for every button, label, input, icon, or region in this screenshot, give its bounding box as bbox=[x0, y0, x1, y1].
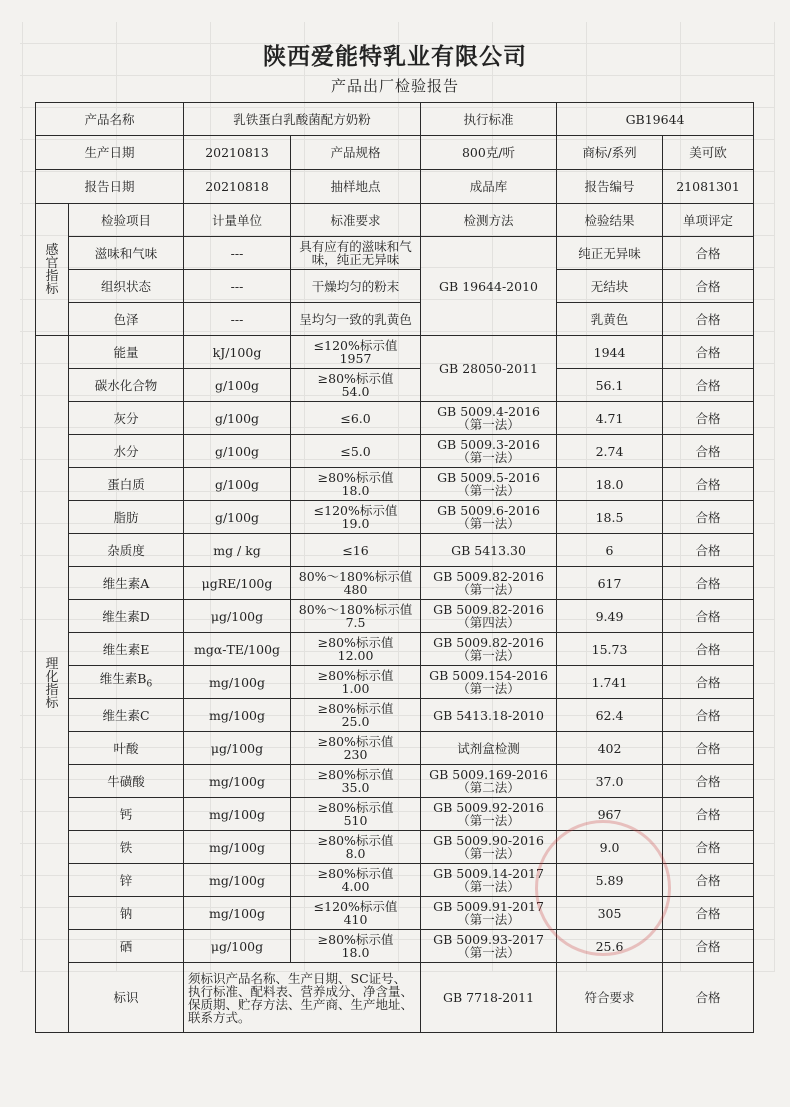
item-unit: g/100g bbox=[184, 501, 291, 534]
item-requirement: ≥80%标示值 35.0 bbox=[291, 765, 421, 798]
item-requirement: ≤6.0 bbox=[291, 402, 421, 435]
sensory-row bbox=[36, 303, 754, 336]
item-method: GB 5009.91-2017 （第一法） bbox=[421, 897, 557, 930]
label-result: 符合要求 bbox=[557, 963, 663, 1033]
item-name: 维生素D bbox=[69, 600, 184, 633]
item-method: GB 5009.82-2016 （第四法） bbox=[421, 600, 557, 633]
item-method: GB 5009.92-2016 （第一法） bbox=[421, 798, 557, 831]
item-verdict: 合格 bbox=[663, 831, 754, 864]
item-result: 37.0 bbox=[557, 765, 663, 798]
sample-label: 抽样地点 bbox=[291, 170, 421, 204]
item-verdict: 合格 bbox=[663, 435, 754, 468]
item-name: 硒 bbox=[69, 930, 184, 963]
col-item-header: 检验项目 bbox=[69, 204, 184, 237]
label-row bbox=[36, 963, 754, 1033]
item-method: GB 5009.3-2016 （第一法） bbox=[421, 435, 557, 468]
item-requirement: ≤120%标示值 410 bbox=[291, 897, 421, 930]
physchem-row bbox=[36, 864, 754, 897]
item-unit: mg/100g bbox=[184, 798, 291, 831]
item-name: 灰分 bbox=[69, 402, 184, 435]
inspection-table bbox=[35, 102, 754, 1033]
item-unit: kJ/100g bbox=[184, 336, 291, 369]
item-requirement: ≤120%标示值 19.0 bbox=[291, 501, 421, 534]
item-name: 蛋白质 bbox=[69, 468, 184, 501]
item-method: GB 5009.6-2016 （第一法） bbox=[421, 501, 557, 534]
item-method: GB 5009.14-2017 （第一法） bbox=[421, 864, 557, 897]
item-result: 6 bbox=[557, 534, 663, 567]
item-result: 4.71 bbox=[557, 402, 663, 435]
item-requirement: ≤5.0 bbox=[291, 435, 421, 468]
label-requirement: 须标识产品名称、生产日期、SC证号、执行标准、配料表、营养成分、净含量、保质期、贮存方法、生产商、生产地址、联系方式。 bbox=[184, 963, 421, 1033]
item-verdict: 合格 bbox=[663, 633, 754, 666]
item-method: GB 5009.4-2016 （第一法） bbox=[421, 402, 557, 435]
item-result: 18.5 bbox=[557, 501, 663, 534]
item-verdict: 合格 bbox=[663, 270, 754, 303]
item-method: GB 5009.93-2017 （第一法） bbox=[421, 930, 557, 963]
item-result: 乳黄色 bbox=[557, 303, 663, 336]
item-result: 1.741 bbox=[557, 666, 663, 699]
item-result: 5.89 bbox=[557, 864, 663, 897]
item-verdict: 合格 bbox=[663, 897, 754, 930]
item-verdict: 合格 bbox=[663, 303, 754, 336]
item-method: GB 5009.90-2016 （第一法） bbox=[421, 831, 557, 864]
item-result: 967 bbox=[557, 798, 663, 831]
item-requirement: ≥80%标示值 8.0 bbox=[291, 831, 421, 864]
info-row-2 bbox=[36, 136, 754, 170]
physchem-row bbox=[36, 732, 754, 765]
company-name: 陕西爱能特乳业有限公司 bbox=[263, 43, 527, 70]
col-requirement-header: 标准要求 bbox=[291, 204, 421, 237]
item-name: 水分 bbox=[69, 435, 184, 468]
item-verdict: 合格 bbox=[663, 402, 754, 435]
physchem-row bbox=[36, 666, 754, 699]
item-requirement: 80%～180%标示值 480 bbox=[291, 567, 421, 600]
item-name: 叶酸 bbox=[69, 732, 184, 765]
report-title: 产品出厂检验报告 bbox=[330, 77, 459, 95]
prod-date-value: 20210813 bbox=[184, 136, 291, 170]
item-name: 脂肪 bbox=[69, 501, 184, 534]
item-requirement: ≥80%标示值 18.0 bbox=[291, 930, 421, 963]
report-date-value: 20210818 bbox=[184, 170, 291, 204]
item-verdict: 合格 bbox=[663, 930, 754, 963]
item-verdict: 合格 bbox=[663, 732, 754, 765]
item-name: 维生素C bbox=[69, 699, 184, 732]
physchem-row bbox=[36, 369, 754, 402]
physchem-row bbox=[36, 336, 754, 369]
item-result: 9.0 bbox=[557, 831, 663, 864]
item-name: 维生素$B_6$ bbox=[69, 666, 184, 699]
item-requirement: 具有应有的滋味和气味，纯正无异味 bbox=[291, 237, 421, 270]
report-no-label: 报告编号 bbox=[557, 170, 663, 204]
sensory-section-label: 感 官 指 标 bbox=[36, 204, 69, 336]
item-unit: g/100g bbox=[184, 435, 291, 468]
item-requirement: ≥80%标示值 18.0 bbox=[291, 468, 421, 501]
item-name: 钙 bbox=[69, 798, 184, 831]
spec-value: 800克/听 bbox=[421, 136, 557, 170]
col-verdict-header: 单项评定 bbox=[663, 204, 754, 237]
energy-method: GB 28050-2011 bbox=[421, 336, 557, 402]
item-method: 试剂盒检测 bbox=[421, 732, 557, 765]
product-name-value: 乳铁蛋白乳酸菌配方奶粉 bbox=[184, 103, 421, 136]
physchem-row bbox=[36, 633, 754, 666]
item-name: 维生素E bbox=[69, 633, 184, 666]
sensory-row bbox=[36, 270, 754, 303]
label-verdict: 合格 bbox=[663, 963, 754, 1033]
item-verdict: 合格 bbox=[663, 468, 754, 501]
item-requirement: ≥80%标示值 510 bbox=[291, 798, 421, 831]
item-requirement: 干燥均匀的粉末 bbox=[291, 270, 421, 303]
item-requirement: ≥80%标示值 4.00 bbox=[291, 864, 421, 897]
item-result: 2.74 bbox=[557, 435, 663, 468]
item-verdict: 合格 bbox=[663, 567, 754, 600]
item-method: GB 5413.30 bbox=[421, 534, 557, 567]
physchem-row bbox=[36, 600, 754, 633]
physchem-row bbox=[36, 798, 754, 831]
item-verdict: 合格 bbox=[663, 534, 754, 567]
item-result: 25.6 bbox=[557, 930, 663, 963]
item-unit: --- bbox=[184, 237, 291, 270]
item-result: 无结块 bbox=[557, 270, 663, 303]
physchem-row bbox=[36, 435, 754, 468]
item-method: GB 5009.82-2016 （第一法） bbox=[421, 633, 557, 666]
product-name-label: 产品名称 bbox=[36, 103, 184, 136]
item-verdict: 合格 bbox=[663, 336, 754, 369]
item-name: 滋味和气味 bbox=[69, 237, 184, 270]
item-unit: mg/100g bbox=[184, 699, 291, 732]
item-name: 组织状态 bbox=[69, 270, 184, 303]
item-method: GB 5009.169-2016 （第二法） bbox=[421, 765, 557, 798]
physchem-row bbox=[36, 468, 754, 501]
item-unit: mg/100g bbox=[184, 864, 291, 897]
item-result: 9.49 bbox=[557, 600, 663, 633]
item-unit: mgα-TE/100g bbox=[184, 633, 291, 666]
col-method-header: 检测方法 bbox=[421, 204, 557, 237]
item-method: GB 5009.82-2016 （第一法） bbox=[421, 567, 557, 600]
standard-label: 执行标准 bbox=[421, 103, 557, 136]
item-verdict: 合格 bbox=[663, 666, 754, 699]
item-name: 钠 bbox=[69, 897, 184, 930]
physchem-row bbox=[36, 534, 754, 567]
column-header-row bbox=[36, 204, 754, 237]
sensory-method: GB 19644-2010 bbox=[421, 237, 557, 336]
item-name: 杂质度 bbox=[69, 534, 184, 567]
physchem-row bbox=[36, 501, 754, 534]
item-name: 能量 bbox=[69, 336, 184, 369]
col-unit-header: 计量单位 bbox=[184, 204, 291, 237]
item-requirement: ≤120%标示值 1957 bbox=[291, 336, 421, 369]
standard-value: GB19644 bbox=[557, 103, 754, 136]
item-unit: g/100g bbox=[184, 468, 291, 501]
item-unit: μg/100g bbox=[184, 600, 291, 633]
item-result: 617 bbox=[557, 567, 663, 600]
item-requirement: ≥80%标示值 1.00 bbox=[291, 666, 421, 699]
item-verdict: 合格 bbox=[663, 699, 754, 732]
item-name: 维生素A bbox=[69, 567, 184, 600]
brand-label: 商标/系列 bbox=[557, 136, 663, 170]
physchem-section-label: 理 化 指 标 bbox=[36, 336, 69, 1033]
physchem-row bbox=[36, 897, 754, 930]
item-result: 18.0 bbox=[557, 468, 663, 501]
item-verdict: 合格 bbox=[663, 501, 754, 534]
item-name: 色泽 bbox=[69, 303, 184, 336]
item-name: 锌 bbox=[69, 864, 184, 897]
item-verdict: 合格 bbox=[663, 237, 754, 270]
item-verdict: 合格 bbox=[663, 864, 754, 897]
item-requirement: ≥80%标示值 230 bbox=[291, 732, 421, 765]
physchem-row bbox=[36, 699, 754, 732]
physchem-row bbox=[36, 831, 754, 864]
item-result: 402 bbox=[557, 732, 663, 765]
sample-value: 成品库 bbox=[421, 170, 557, 204]
item-unit: μg/100g bbox=[184, 930, 291, 963]
item-unit: --- bbox=[184, 270, 291, 303]
item-result: 62.4 bbox=[557, 699, 663, 732]
item-unit: mg/100g bbox=[184, 765, 291, 798]
item-name: 牛磺酸 bbox=[69, 765, 184, 798]
item-verdict: 合格 bbox=[663, 798, 754, 831]
item-requirement: ≥80%标示值 12.00 bbox=[291, 633, 421, 666]
spec-label: 产品规格 bbox=[291, 136, 421, 170]
item-result: 1944 bbox=[557, 336, 663, 369]
item-subscript: 6 bbox=[146, 679, 153, 690]
item-requirement: ≥80%标示值 25.0 bbox=[291, 699, 421, 732]
item-unit: μg/100g bbox=[184, 732, 291, 765]
item-unit: --- bbox=[184, 303, 291, 336]
item-unit: μgRE/100g bbox=[184, 567, 291, 600]
label-method: GB 7718-2011 bbox=[421, 963, 557, 1033]
report-date-label: 报告日期 bbox=[36, 170, 184, 204]
item-requirement: ≥80%标示值 54.0 bbox=[291, 369, 421, 402]
sensory-row bbox=[36, 237, 754, 270]
item-unit: mg/100g bbox=[184, 666, 291, 699]
brand-value: 美可欧 bbox=[663, 136, 754, 170]
item-requirement: 80%～180%标示值 7.5 bbox=[291, 600, 421, 633]
item-unit: g/100g bbox=[184, 369, 291, 402]
item-method: GB 5413.18-2010 bbox=[421, 699, 557, 732]
item-unit: mg/100g bbox=[184, 897, 291, 930]
item-result: 15.73 bbox=[557, 633, 663, 666]
item-result: 纯正无异味 bbox=[557, 237, 663, 270]
col-result-header: 检验结果 bbox=[557, 204, 663, 237]
physchem-row bbox=[36, 567, 754, 600]
item-unit: mg/100g bbox=[184, 831, 291, 864]
label-item: 标识 bbox=[69, 963, 184, 1033]
item-requirement: 呈均匀一致的乳黄色 bbox=[291, 303, 421, 336]
item-verdict: 合格 bbox=[663, 369, 754, 402]
prod-date-label: 生产日期 bbox=[36, 136, 184, 170]
item-name: 碳水化合物 bbox=[69, 369, 184, 402]
report-no-value: 21081301 bbox=[663, 170, 754, 204]
physchem-row bbox=[36, 930, 754, 963]
item-verdict: 合格 bbox=[663, 600, 754, 633]
item-requirement: ≤16 bbox=[291, 534, 421, 567]
item-result: 305 bbox=[557, 897, 663, 930]
item-result: 56.1 bbox=[557, 369, 663, 402]
item-unit: g/100g bbox=[184, 402, 291, 435]
physchem-row bbox=[36, 765, 754, 798]
item-method: GB 5009.154-2016 （第一法） bbox=[421, 666, 557, 699]
info-row-3 bbox=[36, 170, 754, 204]
item-name: 铁 bbox=[69, 831, 184, 864]
physchem-row bbox=[36, 402, 754, 435]
item-verdict: 合格 bbox=[663, 765, 754, 798]
item-unit: mg / kg bbox=[184, 534, 291, 567]
info-row-1 bbox=[36, 103, 754, 136]
item-method: GB 5009.5-2016 （第一法） bbox=[421, 468, 557, 501]
